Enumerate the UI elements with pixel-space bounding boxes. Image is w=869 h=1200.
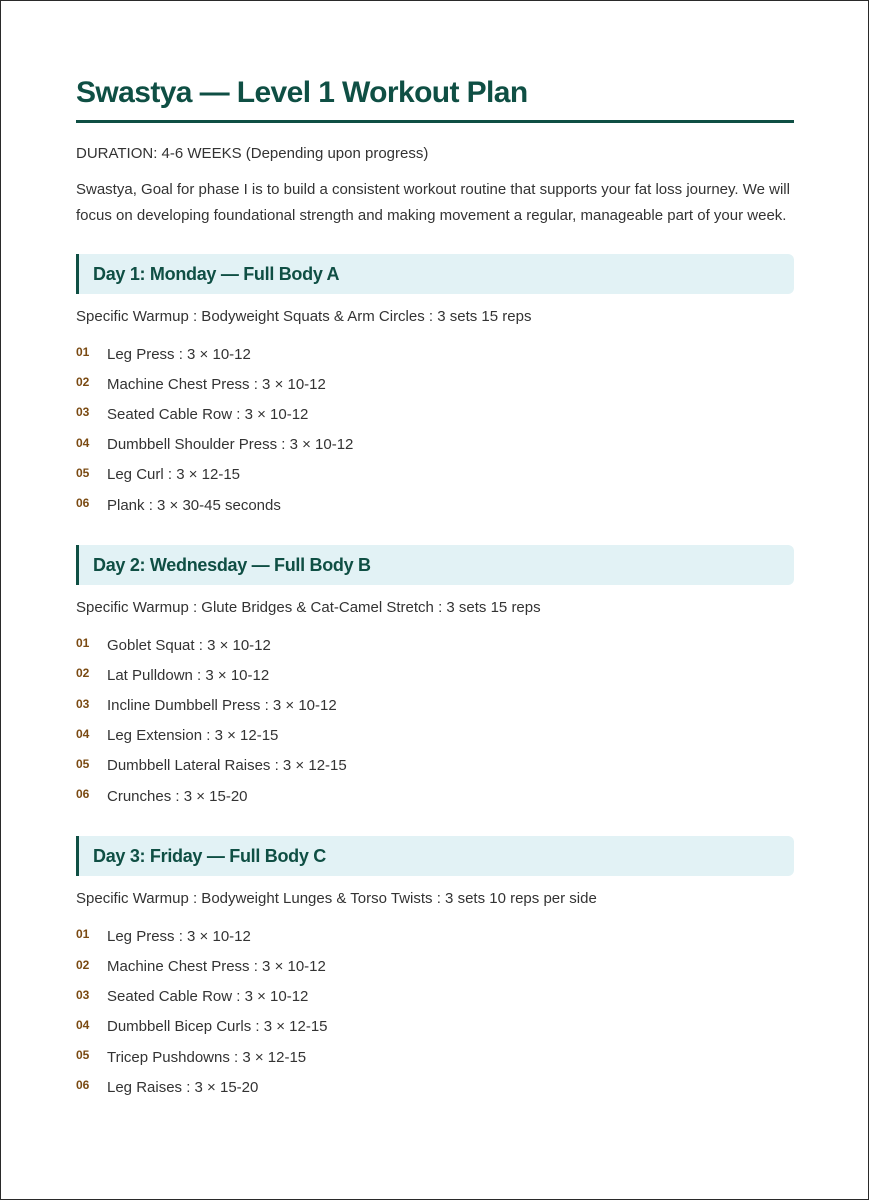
exercise-text: Seated Cable Row : 3 × 10-12 <box>107 988 309 1006</box>
exercise-text: Dumbbell Shoulder Press : 3 × 10-12 <box>107 436 354 454</box>
exercise-item <box>76 1072 794 1102</box>
exercise-number: 06 <box>76 1078 90 1093</box>
exercise-text: Goblet Squat : 3 × 10-12 <box>107 636 271 654</box>
exercise-item <box>76 982 794 1012</box>
exercise-number: 01 <box>76 636 90 651</box>
exercise-number: 04 <box>76 435 90 450</box>
exercise-text: Tricep Pushdowns : 3 × 12-15 <box>107 1048 307 1066</box>
exercise-text: Leg Press : 3 × 10-12 <box>107 345 251 363</box>
day-header <box>76 254 794 294</box>
exercise-item <box>76 721 794 751</box>
exercise-number: 01 <box>76 345 90 360</box>
exercise-text: Machine Chest Press : 3 × 10-12 <box>107 375 326 393</box>
exercise-number: 01 <box>76 927 90 942</box>
exercise-number: 05 <box>76 756 90 771</box>
exercise-text: Dumbbell Bicep Curls : 3 × 12-15 <box>107 1018 328 1036</box>
exercise-number: 06 <box>76 496 90 511</box>
page-title: Swastya — Level 1 Workout Plan <box>76 71 794 123</box>
exercise-item <box>76 369 794 399</box>
exercise-item <box>76 951 794 981</box>
day-title: Day 3: Friday — Full Body C <box>93 845 326 866</box>
exercise-number: 02 <box>76 666 90 681</box>
exercise-item <box>76 781 794 811</box>
exercise-text: Leg Curl : 3 × 12-15 <box>107 466 241 484</box>
exercise-list <box>76 630 794 811</box>
exercise-text: Seated Cable Row : 3 × 10-12 <box>107 405 309 423</box>
day-header <box>76 545 794 585</box>
exercise-item <box>76 1042 794 1072</box>
day-section-3 <box>76 836 794 1102</box>
exercise-item <box>76 691 794 721</box>
duration-text: DURATION: 4-6 WEEKS (Depending upon progress) <box>76 145 429 162</box>
exercise-number: 03 <box>76 696 90 711</box>
exercise-text: Crunches : 3 × 15-20 <box>107 787 248 805</box>
day-section-2 <box>76 545 794 811</box>
warmup-text: Specific Warmup : Glute Bridges & Cat-Camel Stretch : 3 sets 15 reps <box>76 599 541 617</box>
day-header <box>76 836 794 876</box>
exercise-item <box>76 630 794 660</box>
exercise-text: Leg Extension : 3 × 12-15 <box>107 727 279 745</box>
day-section-1 <box>76 254 794 520</box>
exercise-item <box>76 751 794 781</box>
day-title: Day 1: Monday — Full Body A <box>93 263 340 284</box>
exercise-number: 03 <box>76 987 90 1002</box>
exercise-item <box>76 460 794 490</box>
exercise-number: 06 <box>76 787 90 802</box>
exercise-item <box>76 399 794 429</box>
exercise-number: 02 <box>76 375 90 390</box>
exercise-number: 02 <box>76 957 90 972</box>
exercise-list <box>76 339 794 520</box>
exercise-item <box>76 430 794 460</box>
exercise-text: Dumbbell Lateral Raises : 3 × 12-15 <box>107 757 347 775</box>
exercise-text: Leg Press : 3 × 10-12 <box>107 927 251 945</box>
exercise-list <box>76 921 794 1102</box>
exercise-number: 03 <box>76 405 90 420</box>
exercise-item <box>76 660 794 690</box>
exercise-text: Incline Dumbbell Press : 3 × 10-12 <box>107 697 337 715</box>
exercise-item <box>76 490 794 520</box>
exercise-number: 05 <box>76 1048 90 1063</box>
warmup-text: Specific Warmup : Bodyweight Lunges & Torso Twists : 3 sets 10 reps per side <box>76 890 597 908</box>
exercise-item <box>76 1012 794 1042</box>
warmup-text: Specific Warmup : Bodyweight Squats & Arm Circles : 3 sets 15 reps <box>76 308 532 325</box>
exercise-text: Leg Raises : 3 × 15-20 <box>107 1078 259 1096</box>
intro-paragraph: Swastya, Goal for phase I is to build a consistent workout routine that supports your fat loss journey. We will focus on developing foundational strength and making movement a regular, manageable part of your week. <box>76 181 790 224</box>
day-title: Day 2: Wednesday — Full Body B <box>93 554 371 575</box>
exercise-text: Lat Pulldown : 3 × 10-12 <box>107 666 270 684</box>
exercise-item <box>76 921 794 951</box>
exercise-number: 05 <box>76 465 90 480</box>
exercise-text: Plank : 3 × 30-45 seconds <box>107 496 281 514</box>
exercise-item <box>76 339 794 369</box>
exercise-text: Machine Chest Press : 3 × 10-12 <box>107 958 326 976</box>
document-content <box>76 71 794 1102</box>
exercise-number: 04 <box>76 726 90 741</box>
exercise-number: 04 <box>76 1017 90 1032</box>
